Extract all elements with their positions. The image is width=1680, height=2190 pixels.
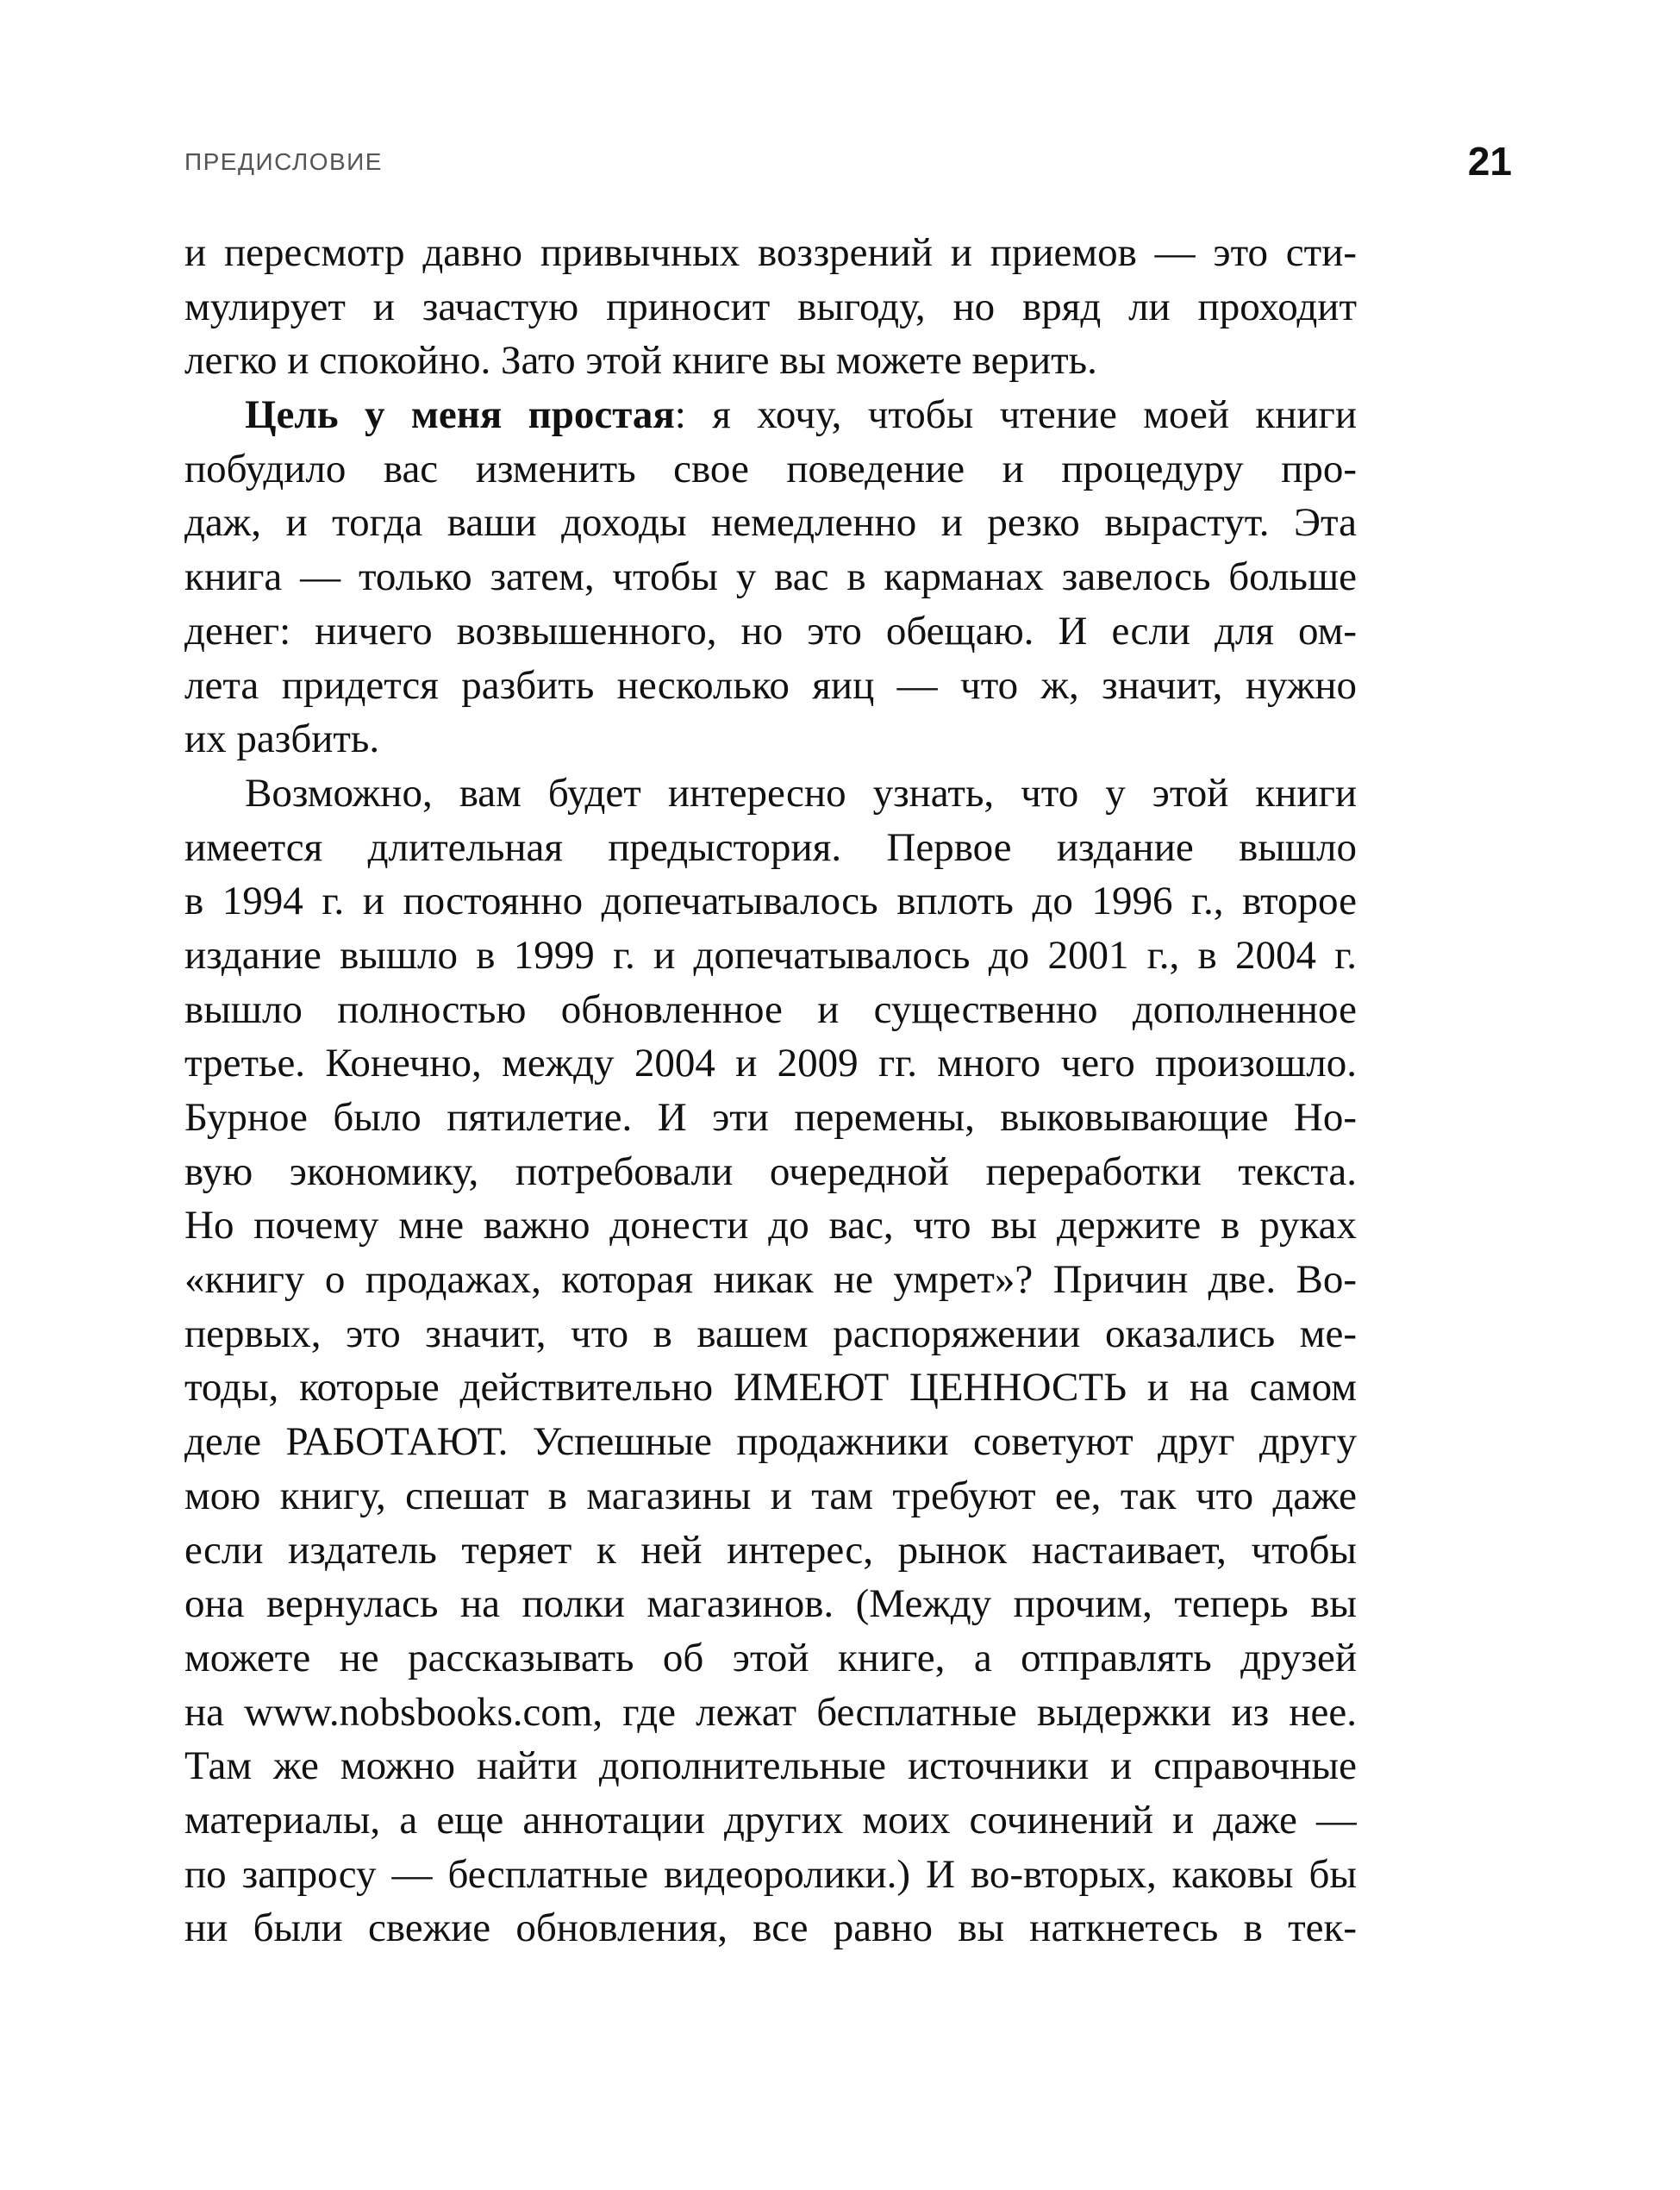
paragraph-3 xyxy=(184,766,1357,1955)
text-line: вышло полностью обновленное и существенно дополненное xyxy=(184,986,1357,1032)
text-line: лета придется разбить несколько яиц — что ж, значит, нужно xyxy=(184,662,1357,708)
running-head: ПРЕДИСЛОВИЕ xyxy=(184,148,383,175)
text-line: даж, и тогда ваши доходы немедленно и резко вырастут. Эта xyxy=(184,500,1357,546)
text-line: Возможно, вам будет интересно узнать, что у этой книги xyxy=(245,770,1357,816)
page-number: 21 xyxy=(1467,139,1512,184)
text-line: их разбить. xyxy=(184,716,380,762)
page-header xyxy=(184,138,1512,198)
text-line: денег: ничего возвышенного, но это обещаю. И если для ом- xyxy=(184,608,1357,654)
text-line: деле РАБОТАЮТ. Успешные продажники советуют друг другу xyxy=(184,1419,1357,1465)
text-line: в 1994 г. и постоянно допечатывалось вплоть до 1996 г., второе xyxy=(184,879,1357,924)
text-line xyxy=(184,388,1357,442)
text-line: третье. Конечно, между 2004 и 2009 гг. много чего произошло. xyxy=(184,1041,1357,1086)
text-line: тоды, которые действительно ИМЕЮТ ЦЕННОСТЬ и на самом xyxy=(184,1365,1357,1411)
text-line: Там же можно найти дополнительные источники и справочные xyxy=(184,1743,1357,1789)
text-line: мою книгу, спешат в магазины и там требуют ее, так что даже xyxy=(184,1473,1357,1518)
text-line: первых, это значит, что в вашем распоряжении оказались ме- xyxy=(184,1311,1357,1356)
body-text xyxy=(184,226,1357,1955)
text-line: по запросу — бесплатные видеоролики.) И во-вторых, каковы бы xyxy=(184,1851,1357,1897)
text-line: на www.nobsbooks.com, где лежат бесплатные выдержки из нее. xyxy=(184,1689,1357,1735)
text-line: можете не рассказывать об этой книге, а отправлять друзей xyxy=(184,1635,1357,1680)
text-run: : я хочу, чтобы чтение моей книги xyxy=(674,392,1357,438)
text-line: легко и спокойно. Зато этой книге вы можете верить. xyxy=(184,338,1097,384)
text-line: Бурное было пятилетие. И эти перемены, выковывающие Но- xyxy=(184,1095,1357,1140)
text-line: Но почему мне важно донести до вас, что вы держите в руках xyxy=(184,1203,1357,1248)
text-line: она вернулась на полки магазинов. (Между прочим, теперь вы xyxy=(184,1581,1357,1627)
text-line: ни были свежие обновления, все равно вы наткнетесь в тек- xyxy=(184,1905,1357,1951)
text-line: имеется длительная предыстория. Первое издание вышло xyxy=(184,824,1357,870)
emphasis-text: Цель у меня простая xyxy=(245,392,675,438)
text-line: если издатель теряет к ней интерес, рынок настаивает, чтобы xyxy=(184,1527,1357,1573)
text-line: книга — только затем, чтобы у вас в карманах завелось больше xyxy=(184,554,1357,600)
paragraph-2 xyxy=(184,388,1357,766)
text-line: издание вышло в 1999 г. и допечатывалось до 2001 г., в 2004 г. xyxy=(184,932,1357,978)
text-line: «книгу о продажах, которая никак не умрет»? Причин две. Во- xyxy=(184,1257,1357,1303)
text-line: и пересмотр давно привычных воззрений и приемов — это сти- xyxy=(184,230,1357,275)
paragraph-1 xyxy=(184,226,1357,388)
text-line: материалы, а еще аннотации других моих сочинений и даже — xyxy=(184,1797,1357,1843)
text-line: вую экономику, потребовали очередной переработки текста. xyxy=(184,1148,1357,1194)
text-line: мулирует и зачастую приносит выгоду, но вряд ли проходит xyxy=(184,284,1357,329)
text-line: побудило вас изменить свое поведение и процедуру про- xyxy=(184,446,1357,491)
